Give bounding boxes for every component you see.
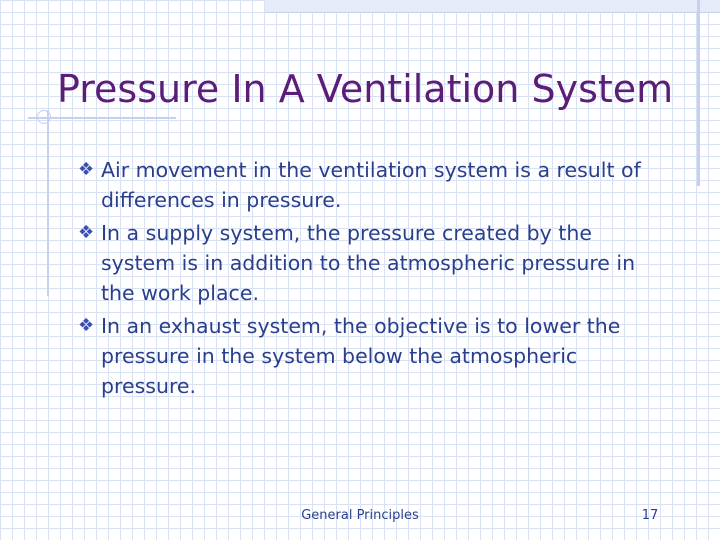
footer-title: General Principles bbox=[301, 508, 419, 523]
bullet-text: In an exhaust system, the objective is to lower the pressure in the system below the atmospheric pressure. bbox=[101, 314, 621, 398]
diamond-bullet-icon: ❖ bbox=[78, 222, 95, 243]
bullet-item bbox=[78, 155, 668, 215]
decorative-top-band bbox=[265, 0, 720, 13]
bullet-text: Air movement in the ventilation system is a result of differences in pressure. bbox=[101, 158, 641, 212]
decorative-right-rule bbox=[697, 0, 700, 186]
bullet-list bbox=[78, 155, 668, 404]
decorative-left-rule bbox=[47, 110, 49, 296]
decorative-circle-icon bbox=[37, 110, 51, 124]
diamond-bullet-icon: ❖ bbox=[78, 159, 95, 180]
page-number: 17 bbox=[641, 508, 659, 523]
slide-title: Pressure In A Ventilation System bbox=[57, 67, 674, 111]
bullet-item bbox=[78, 311, 668, 401]
diamond-bullet-icon: ❖ bbox=[78, 315, 95, 336]
bullet-item bbox=[78, 218, 668, 308]
bullet-text: In a supply system, the pressure created by the system is in addition to the atmospheric pressure in the work place. bbox=[101, 221, 636, 305]
